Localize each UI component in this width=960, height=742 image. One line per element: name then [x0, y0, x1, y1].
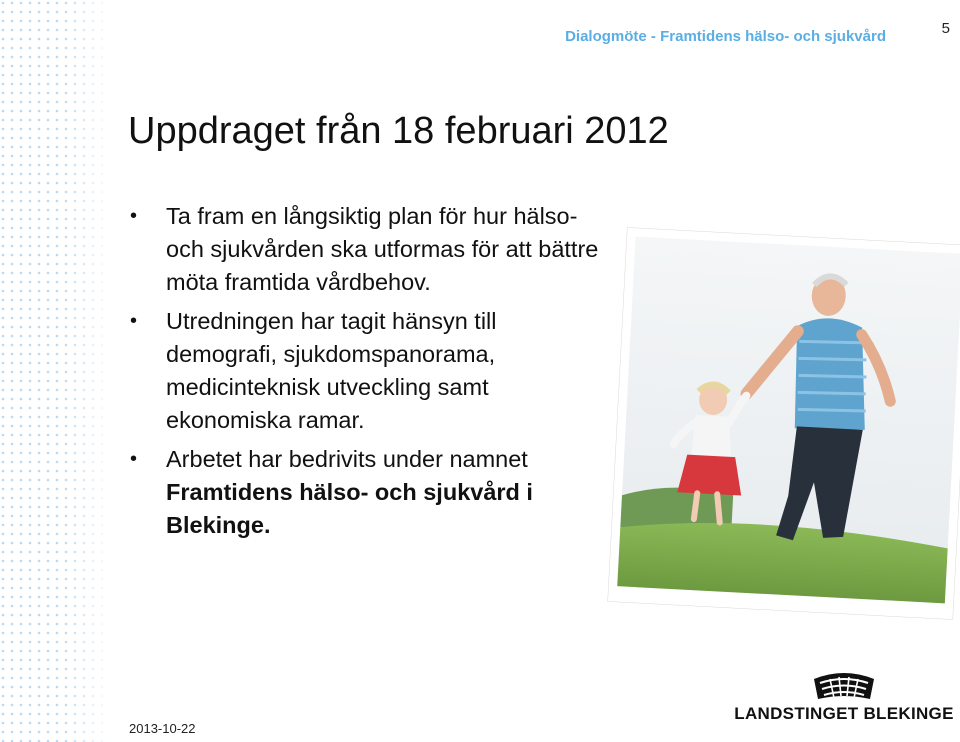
family-photo	[607, 227, 960, 620]
bullet-text-suffix: .	[263, 512, 271, 538]
bullet-text: Ta fram en långsiktig plan för hur hälso- och sjukvården ska utformas för att bättre möta framtida vårdbehov.	[166, 203, 599, 295]
bullet-text-prefix: Arbetet har bedrivits under namnet	[166, 446, 528, 472]
bullet-list	[128, 200, 608, 548]
bullet-item	[128, 443, 608, 542]
bullet-text-bold: Framtidens hälso- och sjukvård i Blekinge	[166, 479, 533, 538]
bullet-item	[128, 305, 608, 437]
page-number: 5	[941, 20, 950, 37]
bullet-text: Utredningen har tagit hänsyn till demografi, sjukdomspanorama, medicinteknisk utveckling samt ekonomiska ramar.	[166, 308, 497, 433]
bullet-icon: •	[130, 205, 138, 227]
bullet-icon: •	[130, 448, 138, 470]
logo-text: LANDSTINGET BLEKINGE	[734, 704, 954, 723]
bullet-icon: •	[130, 310, 138, 332]
logo-emblem-icon	[733, 670, 955, 704]
dotted-pattern	[0, 0, 112, 742]
landstinget-logo	[733, 670, 955, 728]
slide-header: Dialogmöte - Framtidens hälso- och sjukvård	[565, 28, 886, 45]
bullet-item	[128, 200, 608, 299]
footer-date: 2013-10-22	[129, 721, 196, 736]
slide-title: Uppdraget från 18 februari 2012	[128, 110, 669, 152]
